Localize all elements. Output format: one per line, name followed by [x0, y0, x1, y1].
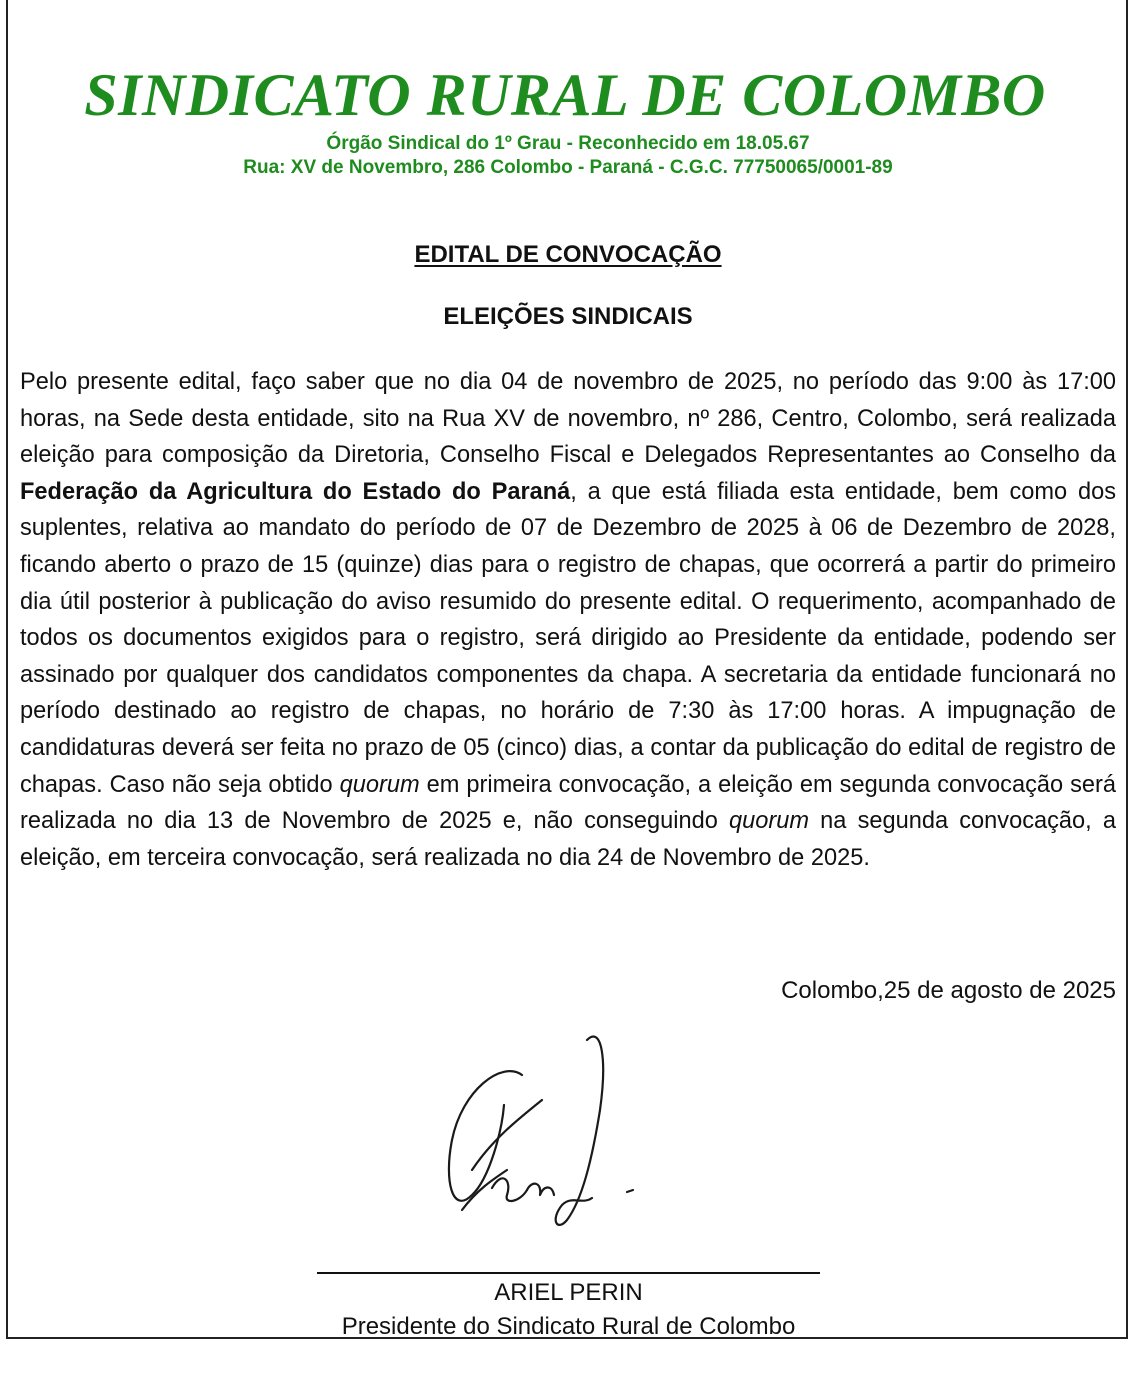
body-text-part-3: em primeira convocação, a eleição em segunda convocação será realizada no dia 13 de Novembro de 2025 e, não conseguindo	[20, 771, 1117, 835]
notice-body	[20, 364, 1116, 876]
body-text-part-1: Pelo presente edital, faço saber que no dia 04 de novembro de 2025, no período das 9:00 às 17:00 horas, na Sede desta entidade, sito na Rua XV de novembro, nº 286, Centro, Colombo, será realizada eleição para composição da Diretoria, Conselho Fiscal e Delegados Representantes ao Conselho da	[20, 369, 1116, 469]
signer-role: Presidente do Sindicato Rural de Colombo	[341, 1313, 796, 1340]
handwritten-signature-icon	[432, 1020, 652, 1242]
union-address: Rua: XV de Novembro, 286 Colombo - Paraná - C.G.C. 77750065/0001-89	[243, 157, 893, 178]
body-bold-federation: Federação da Agricultura do Estado do Paraná	[20, 478, 571, 505]
body-italic-quorum-1: quorum	[339, 771, 420, 798]
notice-title: EDITAL DE CONVOCAÇÃO	[414, 241, 722, 268]
notice-subtitle: ELEIÇÕES SINDICAIS	[443, 303, 693, 330]
signature-line	[317, 1272, 820, 1274]
union-name: SINDICATO RURAL DE COLOMBO	[84, 62, 1046, 128]
body-text-part-4: na segunda convocação, a eleição, em terceira convocação, será realizada no dia 24 de Novembro de 2025.	[20, 808, 1116, 871]
place-and-date: Colombo,25 de agosto de 2025	[781, 977, 1116, 1004]
signer-name: ARIEL PERIN	[494, 1279, 643, 1306]
union-registration: Órgão Sindical do 1º Grau - Reconhecido em 18.05.67	[326, 133, 810, 154]
body-text-part-2: , a que está filiada esta entidade, bem como dos suplentes, relativa ao mandato do período de 07 de Dezembro de 2025 à 06 de Dezembro de 2028, ficando aberto o prazo de 15 (quinze) dias para o registro de chapas, que ocorrerá a partir do primeiro dia útil posterior à publicação do aviso resumido do presente edital. O requerimento, acompanhado de todos os documentos exigidos para o registro, será dirigido ao Presidente da entidade, podendo ser assinado por qualquer dos candidatos componentes da chapa. A secretaria da entidade funcionará no período destinado ao registro de chapas, no horário de 7:30 às 17:00 horas. A impugnação de candidaturas deverá ser feita no prazo de 05 (cinco) dias, a contar da publicação do edital de registro de chapas. Caso não seja obtido	[20, 478, 1116, 798]
body-italic-quorum-2: quorum	[729, 808, 810, 835]
